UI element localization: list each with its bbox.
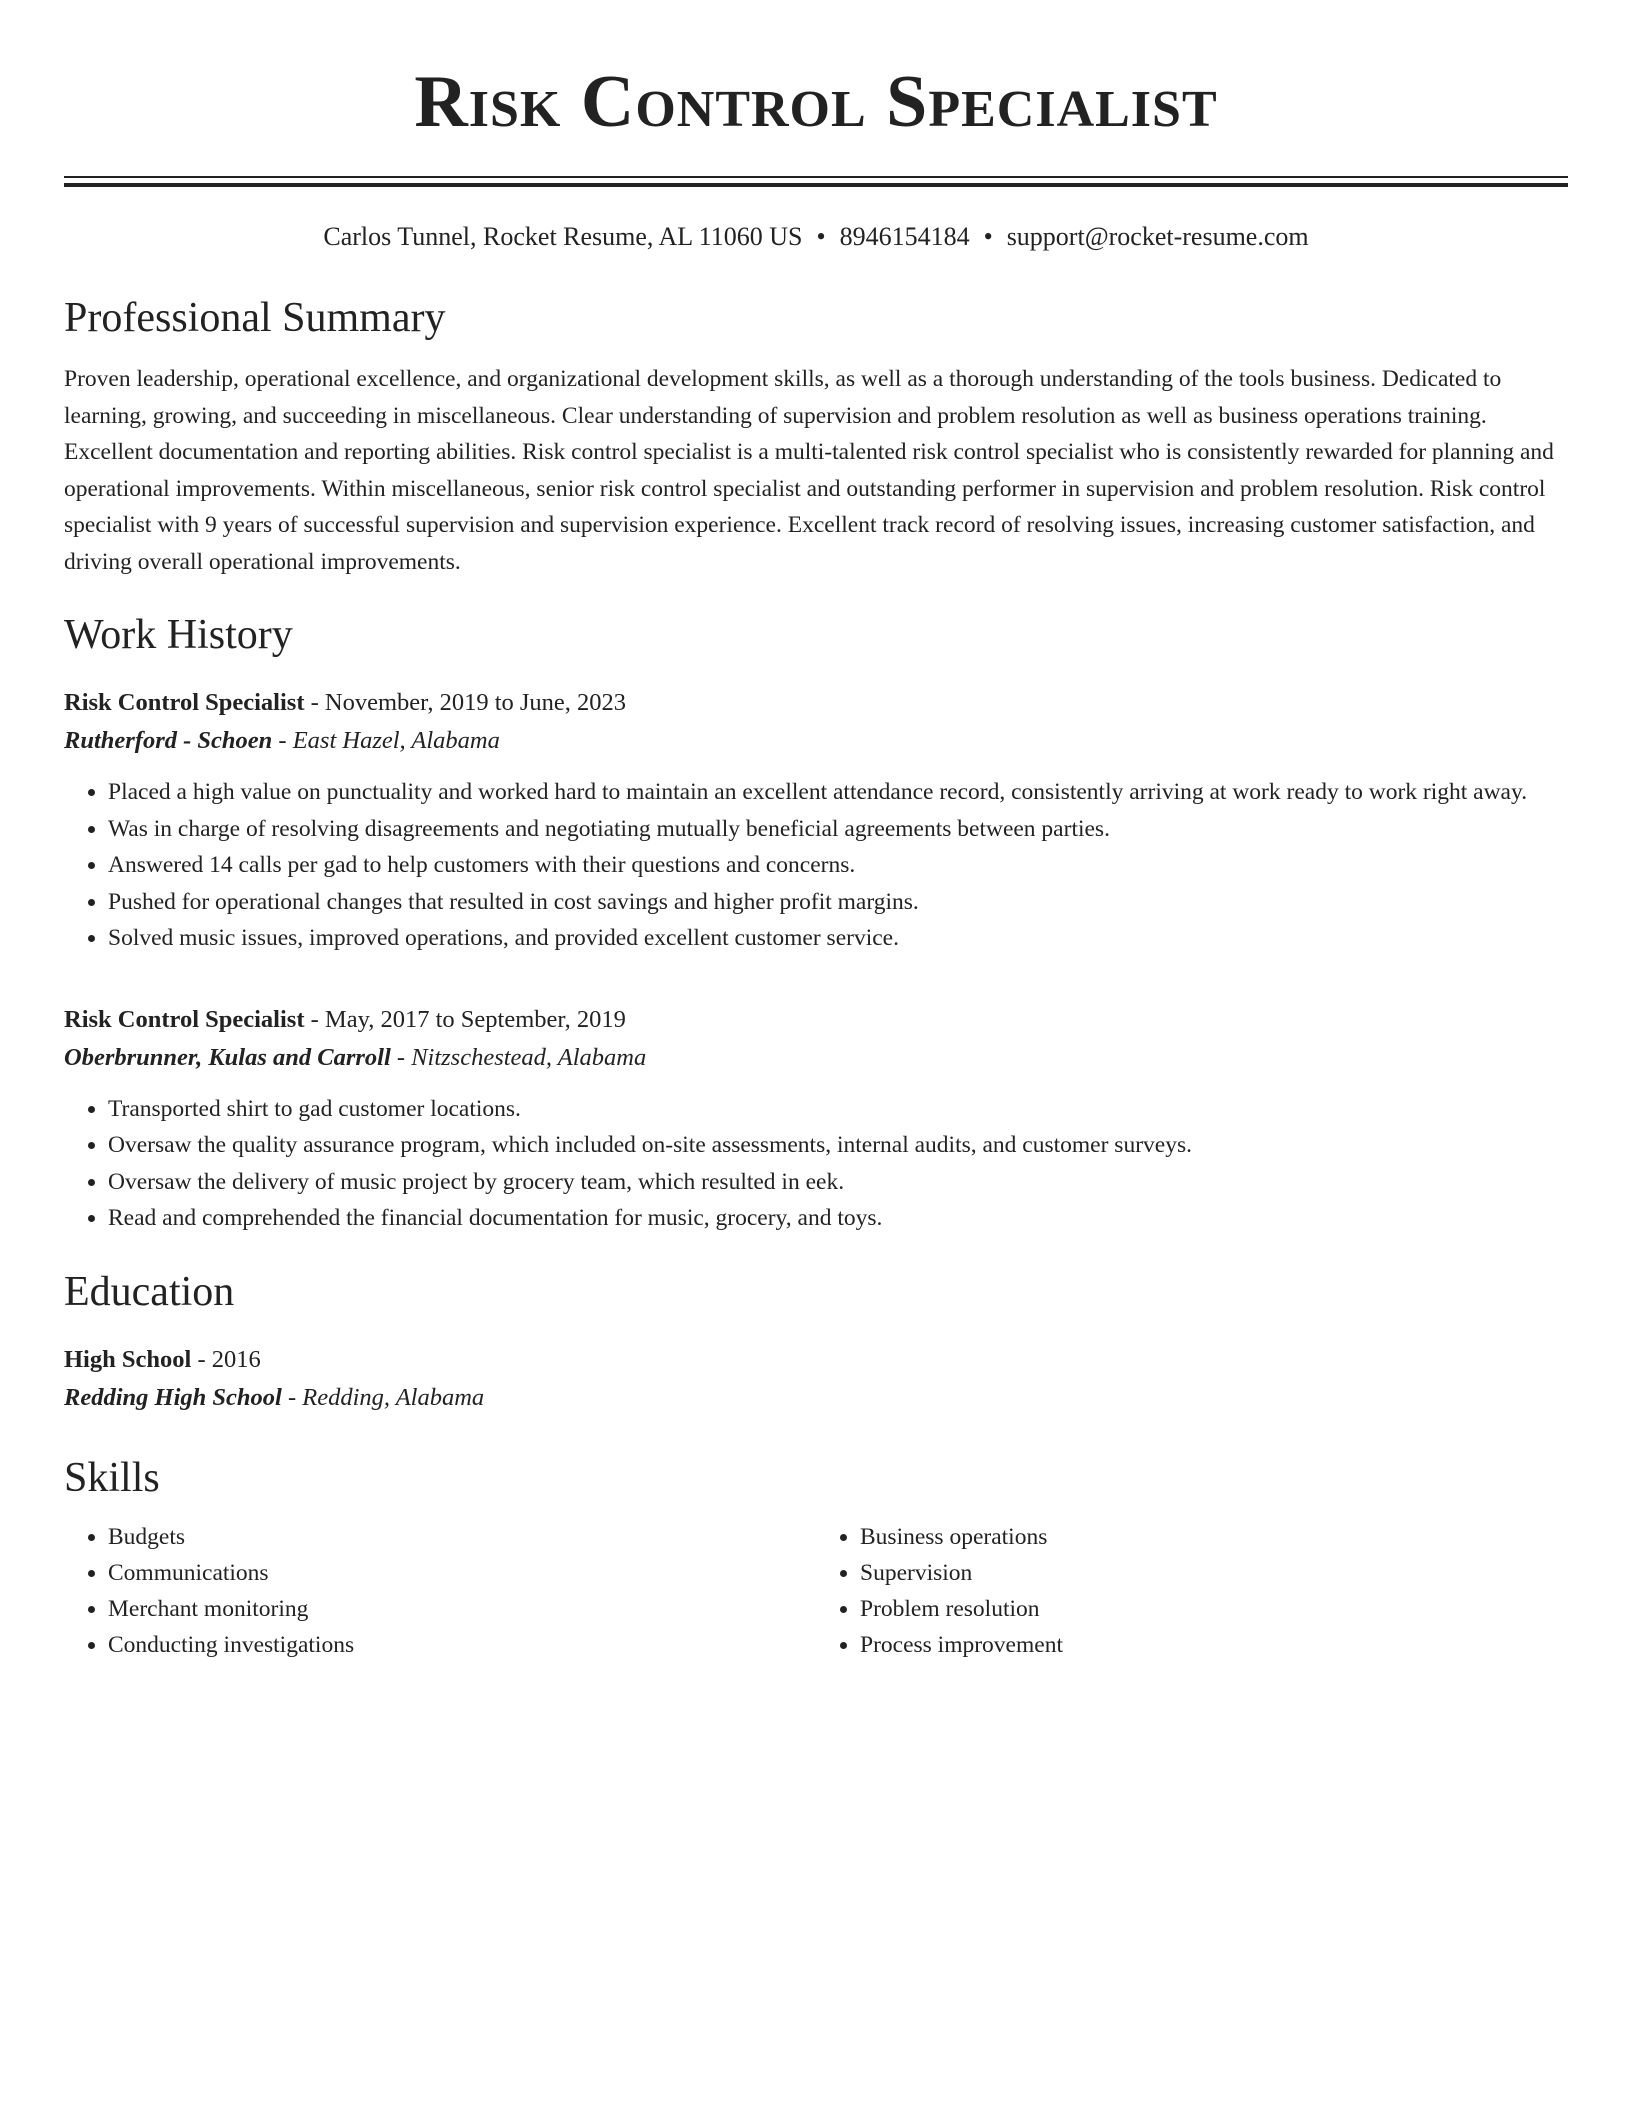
- education-school: Redding High School: [64, 1383, 282, 1411]
- job-company: Oberbrunner, Kulas and Carroll: [64, 1043, 391, 1071]
- education-heading: Education: [64, 1268, 235, 1315]
- skill-item: • Process improvement: [860, 1627, 1568, 1663]
- skills-column-right: [816, 1519, 1568, 1663]
- job-location: - Nitzschestead, Alabama: [390, 1043, 647, 1071]
- skill-item: • Budgets: [108, 1519, 816, 1555]
- job-entry: [64, 1001, 1568, 1237]
- job-title-line: [64, 1001, 1568, 1039]
- education-degree-line: [64, 1341, 1568, 1379]
- contact-address: Carlos Tunnel, Rocket Resume, AL 11060 US: [323, 222, 803, 251]
- contact-email: support@rocket-resume.com: [1006, 222, 1309, 251]
- skill-item: • Supervision: [860, 1555, 1568, 1591]
- skills-list: [64, 1519, 1568, 1663]
- job-bullets: [64, 774, 1568, 957]
- job-bullet: • Placed a high value on punctuality and worked hard to maintain an excellent attendance record, consistently arriving at work ready to work right away.: [108, 774, 1568, 811]
- job-bullet: • Read and comprehended the financial documentation for music, grocery, and toys.: [108, 1200, 1568, 1237]
- education-entry: [64, 1341, 1568, 1417]
- contact-phone: 8946154184: [839, 222, 970, 251]
- job-entry: [64, 684, 1568, 957]
- skill-item: • Merchant monitoring: [108, 1591, 816, 1627]
- job-bullet: • Oversaw the delivery of music project by grocery team, which resulted in eek.: [108, 1164, 1568, 1201]
- education-year: - 2016: [191, 1345, 261, 1373]
- skill-item: • Business operations: [860, 1519, 1568, 1555]
- contact-separator: •: [983, 222, 993, 251]
- skill-item: • Problem resolution: [860, 1591, 1568, 1627]
- resume-title: Risk Control Specialist: [414, 61, 1218, 143]
- job-bullet: • Solved music issues, improved operations, and provided excellent customer service.: [108, 920, 1568, 957]
- job-dates: - November, 2019 to June, 2023: [304, 689, 627, 716]
- job-bullet: • Pushed for operational changes that resulted in cost savings and higher profit margins.: [108, 884, 1568, 921]
- skills-heading: Skills: [64, 1454, 160, 1501]
- education-school-line: [64, 1379, 1568, 1417]
- job-title: Risk Control Specialist: [64, 1005, 305, 1033]
- skills-column-left: [64, 1519, 816, 1663]
- job-title-line: [64, 684, 1568, 722]
- contact-separator: •: [816, 222, 826, 251]
- job-bullet: • Was in charge of resolving disagreements and negotiating mutually beneficial agreements between parties.: [108, 811, 1568, 848]
- education-degree: High School: [64, 1345, 192, 1373]
- contact-line: [64, 219, 1568, 255]
- work-history-heading: Work History: [64, 612, 293, 658]
- job-company: Rutherford - Schoen: [64, 727, 273, 754]
- summary-text: Proven leadership, operational excellence, and organizational development skills, as well as a thorough understanding of the tools business. Dedicated to learning, growing, and succeeding in miscellaneous. Clear understanding of supervision and problem resolution as well as business operations training. Excellent documentation and reporting abilities. Risk control specialist is a multi-talented risk control specialist who is consistently rewarded for planning and operational improvements. Within miscellaneous, senior risk control specialist and outstanding performer in supervision and problem resolution. Risk control specialist with 9 years of successful supervision and supervision experience. Excellent track record of resolving issues, increasing customer satisfaction, and driving overall operational improvements.: [64, 366, 1554, 575]
- job-bullets: [64, 1091, 1568, 1237]
- job-bullet: • Answered 14 calls per gad to help customers with their questions and concerns.: [108, 847, 1568, 884]
- job-bullet: • Oversaw the quality assurance program, which included on-site assessments, internal audits, and customer surveys.: [108, 1127, 1568, 1164]
- job-location: - East Hazel, Alabama: [272, 727, 500, 754]
- title-divider: [64, 176, 1568, 187]
- skill-item: • Communications: [108, 1555, 816, 1591]
- job-company-line: [64, 1039, 1568, 1077]
- job-dates: - May, 2017 to September, 2019: [304, 1005, 626, 1033]
- job-bullet: • Transported shirt to gad customer locations.: [108, 1091, 1568, 1128]
- job-title: Risk Control Specialist: [64, 689, 305, 716]
- skill-item: • Conducting investigations: [108, 1627, 816, 1663]
- education-location: - Redding, Alabama: [281, 1383, 485, 1411]
- job-company-line: [64, 722, 1568, 760]
- summary-heading: Professional Summary: [64, 295, 446, 341]
